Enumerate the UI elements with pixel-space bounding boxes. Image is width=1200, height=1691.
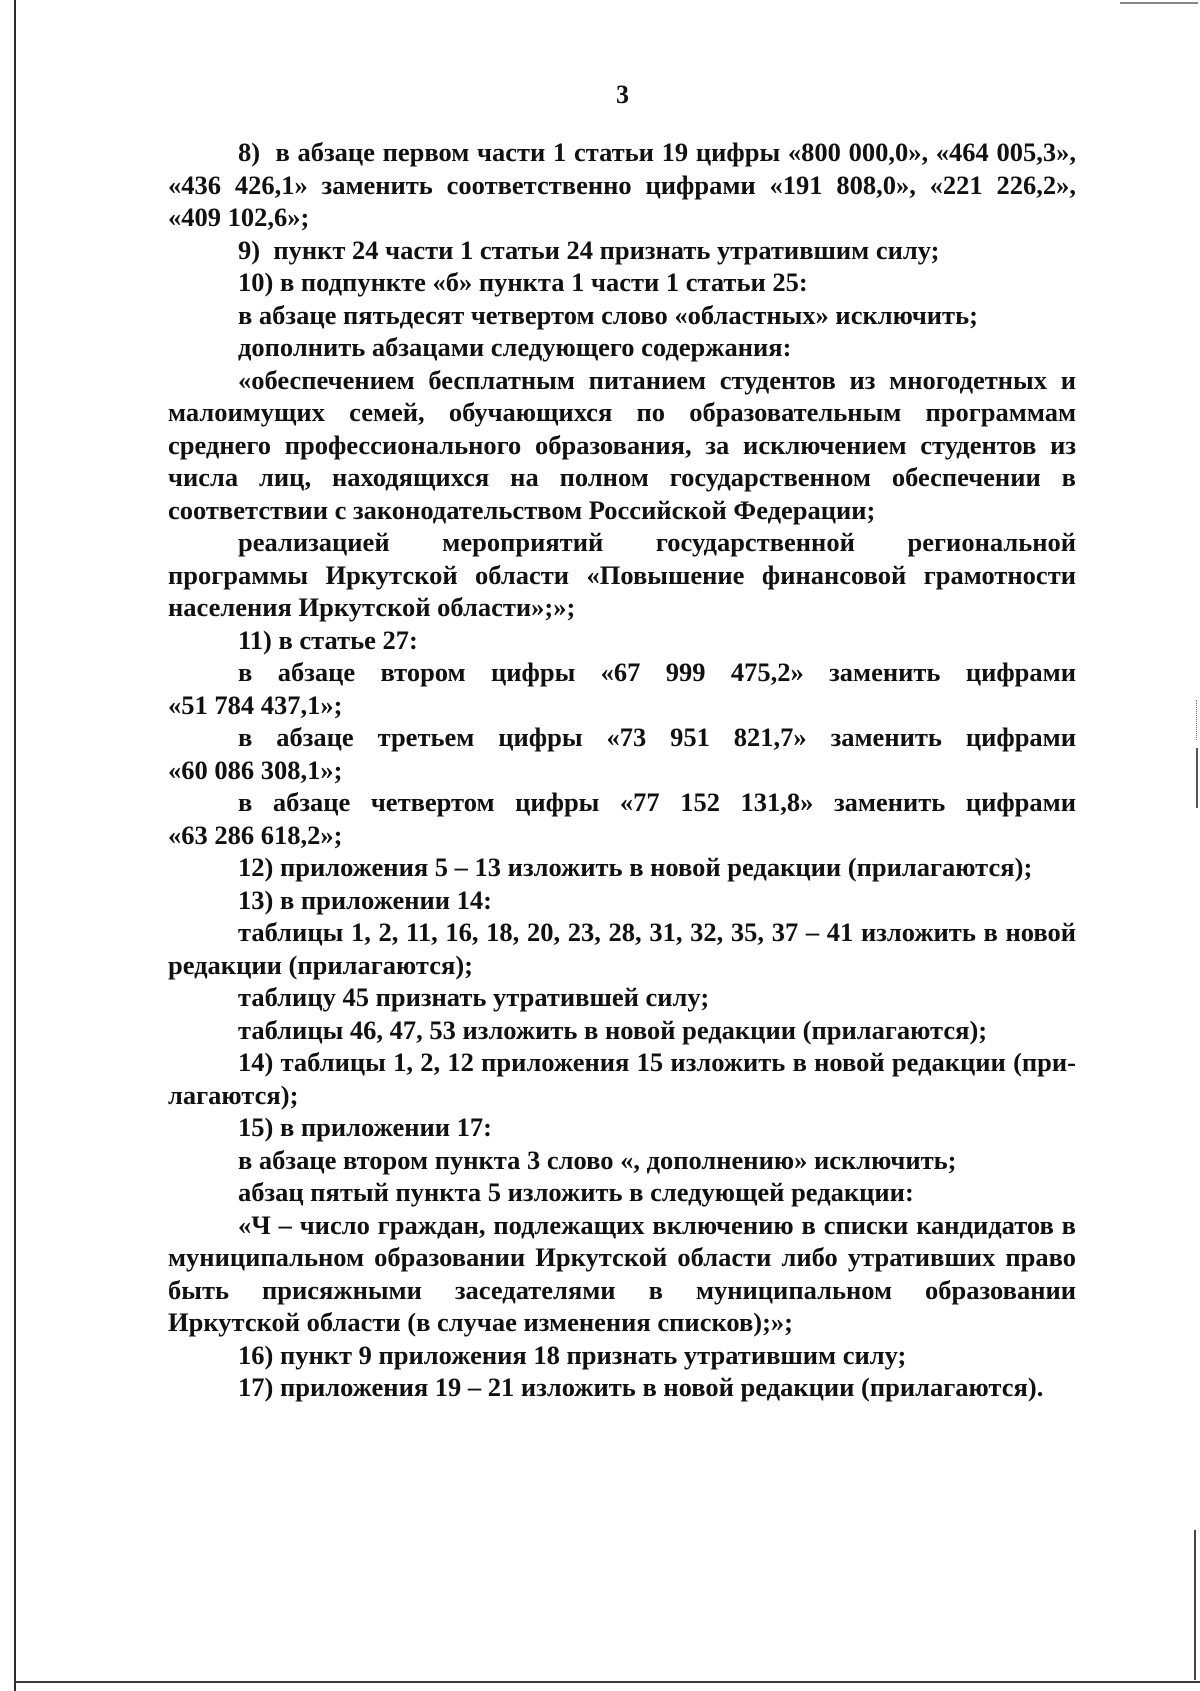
paragraph-item-15: 15) в приложении 17: bbox=[238, 1112, 493, 1142]
paragraph-item-10-quote-2: реализацией мероприятий государственной региональной программы Иркутской области «Повышение финансовой грамотности населения Иркутской области»;»; bbox=[168, 527, 1076, 622]
scan-edge-right-mark bbox=[1196, 748, 1198, 808]
scan-edge-right-dots bbox=[1196, 700, 1198, 740]
paragraph-item-9: 9) пункт 24 части 1 статьи 24 признать утратившим силу; bbox=[238, 234, 940, 265]
paragraph-item-10-sub-1: в абзаце пятьдесят четвертом слово «областных» исключить; bbox=[238, 299, 978, 330]
paragraph-item-11-sub-3: в абзаце четвертом цифры «77 152 131,8» заменить цифрами «63 286 618,2»; bbox=[168, 787, 1076, 850]
paragraph-item-15-sub-2: абзац пятый пункта 5 изложить в следующей редакции: bbox=[238, 1177, 914, 1207]
paragraph-item-15-quote: «Ч – число граждан, подлежащих включению в списки кандидатов в муниципальном образовании Иркутской области либо утративших право быть присяжными заседателями в муниципальном образовании Иркутской области (в случае изменения списков);»; bbox=[168, 1209, 1076, 1337]
paragraph-item-11: 11) в статье 27: bbox=[238, 624, 418, 655]
scan-edge-bottom bbox=[14, 1681, 1200, 1683]
paragraph-item-10-sub-2: дополнить абзацами следующего содержания: bbox=[238, 332, 792, 362]
paragraph-item-8: 8) в абзаце первом части 1 статьи 19 цифры «800 000,0», «464 005,3», «436 426,1» заменить соответственно цифрами «191 808,0», «221 226,2», «409 102,6»; bbox=[168, 137, 1076, 232]
scan-edge-right-low bbox=[1194, 1530, 1196, 1680]
paragraph-item-12: 12) приложения 5 – 13 изложить в новой редакции (прилагаются); bbox=[238, 852, 1033, 882]
paragraph-item-16: 16) пункт 9 приложения 18 признать утратившим силу; bbox=[238, 1339, 907, 1370]
document-body bbox=[168, 136, 1076, 1404]
paragraph-item-10-quote-1: «обеспечением бесплатным питанием студентов из многодетных и малоимущих семей, обучающихся по образовательным программам среднего профессионального образования, за исключением студентов из числа лиц, находящихся на полном государственном обеспечении в соответствии с законодательством Российской Федерации; bbox=[168, 364, 1076, 525]
paragraph-item-10: 10) в подпункте «б» пункта 1 части 1 статьи 25: bbox=[238, 267, 808, 297]
paragraph-item-13: 13) в приложении 14: bbox=[238, 884, 493, 915]
paragraph-item-11-sub-1: в абзаце втором цифры «67 999 475,2» заменить цифрами «51 784 437,1»; bbox=[168, 657, 1076, 720]
paragraph-item-15-sub-1: в абзаце втором пункта 3 слово «, дополнению» исключить; bbox=[238, 1144, 957, 1175]
paragraph-item-13-sub-3: таблицы 46, 47, 53 изложить в новой редакции (прилагаются); bbox=[238, 1014, 988, 1045]
paragraph-item-13-sub-2: таблицу 45 признать утратившей силу; bbox=[238, 982, 710, 1012]
scan-edge-top-mark bbox=[1120, 2, 1198, 4]
page-number: 3 bbox=[616, 80, 629, 109]
paragraph-item-14: 14) таблицы 1, 2, 12 приложения 15 изложить в новой редакции (прилагаются); bbox=[168, 1047, 1076, 1110]
paragraph-item-13-sub-1: таблицы 1, 2, 11, 16, 18, 20, 23, 28, 31, 32, 35, 37 – 41 изложить в новой редакции (прилагаются); bbox=[168, 917, 1076, 980]
paragraph-item-17: 17) приложения 19 – 21 изложить в новой редакции (прилагаются). bbox=[238, 1372, 1044, 1402]
scan-edge-left bbox=[14, 0, 16, 1691]
paragraph-item-11-sub-2: в абзаце третьем цифры «73 951 821,7» заменить цифрами «60 086 308,1»; bbox=[168, 722, 1076, 785]
